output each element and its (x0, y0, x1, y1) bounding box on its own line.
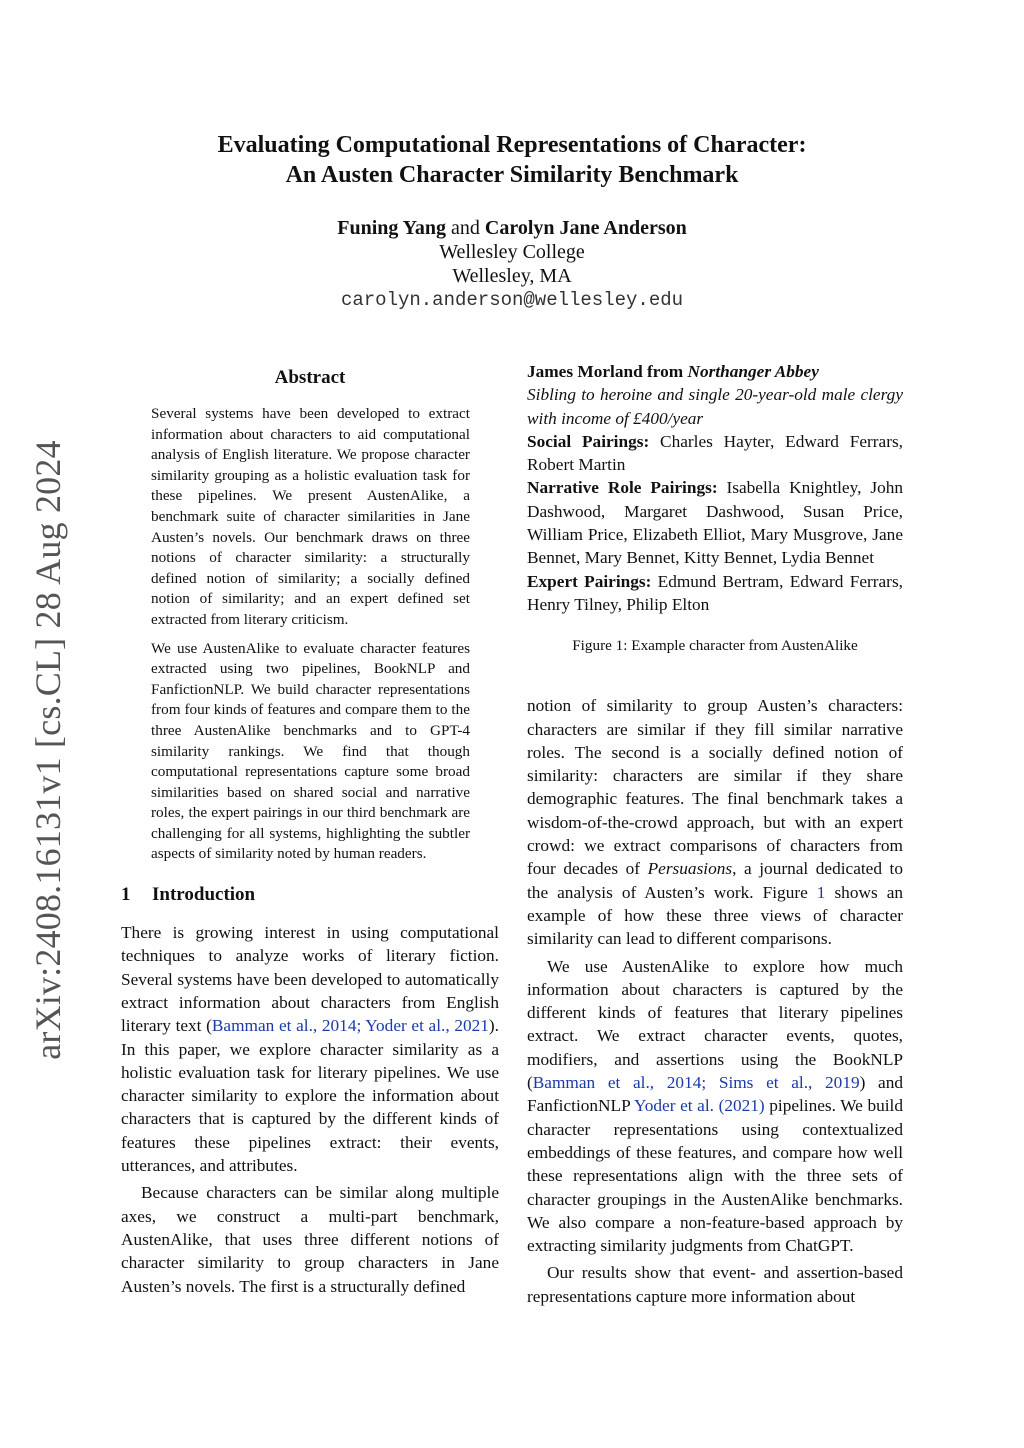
expert-pairings-value: Edmund Bertram, Edward Ferrars, Henry Tilney, Philip Elton (527, 571, 903, 614)
intro-paragraph-2: Because characters can be similar along multiple axes, we construct a multi-part benchmark, AustenAlike, that uses three different notions of character similarity to group characters in Jane Austen’s novels. The first is a structurally defined (121, 1183, 499, 1296)
left-column (121, 360, 499, 1298)
right-p1-text-c: shows an example of how these three views of character similarity can lead to different comparisons. (527, 882, 903, 949)
character-description: Sibling to heroine and single 20-year-old male clergy with income of £400/year (527, 385, 903, 428)
right-p2-text-b: ) and FanfictionNLP (527, 1073, 903, 1116)
character-novel: Northanger Abbey (687, 362, 819, 381)
expert-pairings (527, 570, 903, 617)
right-column (527, 360, 903, 1308)
figure-character-line (527, 360, 903, 383)
abstract-body (121, 404, 499, 865)
section-title: Introduction (152, 884, 256, 906)
social-pairings-label: Social Pairings: (527, 431, 650, 451)
intro-paragraph-1 (121, 921, 499, 1177)
figure-ref-link[interactable]: 1 (816, 882, 826, 902)
paper-title (0, 130, 1024, 190)
author-block (0, 216, 1024, 312)
section-heading-introduction (121, 883, 499, 907)
title-line-2: An Austen Character Similarity Benchmark (285, 162, 739, 188)
social-pairings (527, 430, 903, 477)
citation-link[interactable]: Yoder et al. (2021) (634, 1096, 765, 1116)
expert-pairings-label: Expert Pairings: (527, 571, 652, 591)
abstract-heading: Abstract (274, 367, 346, 388)
location: Wellesley, MA (452, 265, 572, 287)
right-paragraph-2 (527, 955, 903, 1258)
abstract-paragraph-1: Several systems have been developed to extract information about characters to aid computational analysis of English literature. We propose character similarity grouping as a holistic evaluation task for these pipelines. We present AustenAlike, a benchmark suite of character similarities in Jane Austen’s novels. Our benchmark draws on three notions of character similarity: a structurally defined notion of similarity; a socially defined notion of similarity; and an expert defined set extracted from literary criticism. (151, 405, 470, 628)
author-2: Carolyn Jane Anderson (484, 217, 687, 239)
narrative-pairings-value: Isabella Knightley, John Dashwood, Margaret Dashwood, Susan Price, William Price, Elizabeth Elliot, Mary Musgrove, Jane Bennet, Mary Bennet, Kitty Bennet, Lydia Bennet (527, 478, 903, 568)
narrative-pairings-label: Narrative Role Pairings: (527, 478, 718, 498)
right-p2-text-a: We use AustenAlike to explore how much information about characters is captured by the different kinds of features that literary pipelines extract. We extract character events, quotes, modifiers, and assertions using the BookNLP ( (527, 956, 903, 1093)
right-paragraph-1 (527, 694, 903, 950)
arxiv-id: arXiv:2408.16131v1 [cs.CL] 28 Aug 2024 (28, 440, 68, 1060)
narrative-pairings (527, 476, 903, 569)
author-email: carolyn.anderson@wellesley.edu (340, 289, 684, 311)
title-line-1: Evaluating Computational Representations of Character: (217, 132, 807, 158)
figure-1 (527, 360, 903, 616)
character-from: from (647, 362, 684, 381)
social-pairings-value: Charles Hayter, Edward Ferrars, Robert Martin (527, 431, 903, 475)
right-body (527, 694, 903, 1308)
right-p2-text-c: pipelines. We build character representations using contextualized embeddings of these features, and compare how well these representations align with the three sets of character groupings in the AustenAlike benchmarks. We also compare a non-feature-based approach by extracting similarity judgments from ChatGPT. (527, 1096, 903, 1256)
abstract-paragraph-2: We use AustenAlike to evaluate character features extracted using two pipelines, BookNLP and FanfictionNLP. We build character representations from four kinds of features and compare them to the three AustenAlike benchmarks and to GPT-4 similarity rankings. We find that though computational representations capture some broad similarities based on shared social and narrative roles, the expert pairings in our third benchmark are challenging for all systems, highlighting the subtler aspects of similarity noted by human readers. (151, 639, 470, 863)
author-conjunction: and (450, 217, 480, 239)
figure-caption: Figure 1: Example character from AustenAlike (572, 637, 858, 655)
character-name: James Morland (527, 362, 643, 381)
affiliation: Wellesley College (439, 241, 585, 263)
journal-title: Persuasions (647, 859, 733, 879)
right-paragraph-3: Our results show that event- and assertion-based representations capture more information about (527, 1263, 903, 1306)
citation-link[interactable]: Bamman et al., 2014; Yoder et al., 2021 (211, 1016, 489, 1036)
intro-p1-text-b: ). In this paper, we explore character similarity as a holistic evaluation task for literary pipelines. We use character similarity to explore the information about characters that is captured by the different kinds of features these pipelines extract: their events, utterances, and attributes. (121, 1016, 499, 1176)
author-names (0, 216, 1024, 240)
author-1: Funing Yang (337, 217, 446, 239)
introduction-body (121, 921, 499, 1298)
intro-p1-text-a: There is growing interest in using computational techniques to analyze works of literary fiction. Several systems have been developed to automatically extract information about characters from English literary text ( (121, 923, 499, 1036)
right-p1-text-b: , a journal dedicated to the analysis of Austen’s work. Figure (527, 859, 903, 902)
section-number: 1 (121, 884, 131, 906)
right-p1-text-a: notion of similarity to group Austen’s characters: characters are similar if they fill similar narrative roles. The second is a socially defined notion of similarity: characters are similar if they share demographic features. The final benchmark takes a wisdom-of-the-crowd approach, but with an expert crowd: we extract comparisons of characters from four decades of (527, 696, 903, 879)
citation-link[interactable]: Bamman et al., 2014; Sims et al., 2019 (532, 1073, 860, 1093)
